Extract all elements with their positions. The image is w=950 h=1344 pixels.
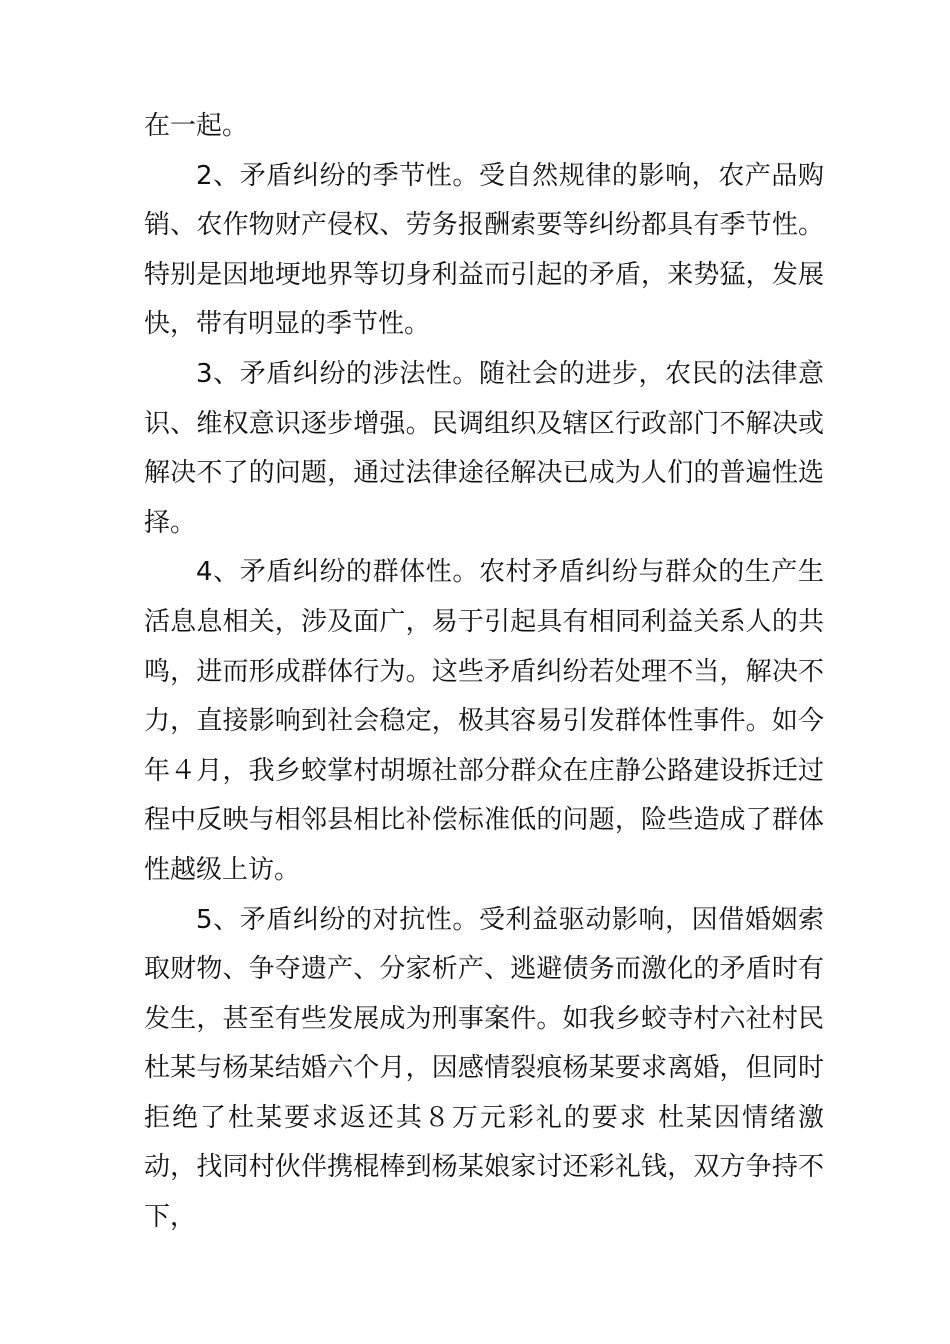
paragraph-confrontational-nature: 5、矛盾纠纷的对抗性。受利益驱动影响，因借婚姻索取财物、争夺遗产、分家析产、逃避债务而激化的矛盾时有发生，甚至有些发展成为刑事案件。如我乡蛟寺村六社村民杜某与杨某结婚六个月，因感情裂痕杨某要求离婚，但同时拒绝了杜某要求返还其８万元彩礼的要求 杜某因情绪激动，找同村伙伴携棍棒到杨某娘家讨还彩礼钱，双方争持不下，: [144, 904, 824, 1233]
paragraph-legal-nature: 3、矛盾纠纷的涉法性。随社会的进步，农民的法律意识、维权意识逐步增强。民调组织及辖区行政部门不解决或解决不了的问题，通过法律途径解决已成为人们的普遍性选择。: [144, 358, 824, 538]
paragraph-seasonality: 2、矛盾纠纷的季节性。受自然规律的影响，农产品购销、农作物财产侵权、劳务报酬索要等纠纷都具有季节性。特别是因地埂地界等切身利益而引起的矛盾，来势猛，发展快，带有明显的季节性。: [144, 160, 824, 340]
paragraph-group-nature: 4、矛盾纠纷的群体性。农村矛盾纠纷与群众的生产生活息息相关，涉及面广，易于引起具有相同利益关系人的共鸣，进而形成群体行为。这些矛盾纠纷若处理不当，解决不力，直接影响到社会稳定，极其容易引发群体性事件。如今年４月，我乡蛟掌村胡塬社部分群众在庄静公路建设拆迁过程中反映与相邻县相比补偿标准低的问题，险些造成了群体性越级上访。: [144, 557, 824, 885]
paragraph-continuation: 在一起。: [144, 111, 249, 141]
document-body: [144, 102, 824, 1243]
